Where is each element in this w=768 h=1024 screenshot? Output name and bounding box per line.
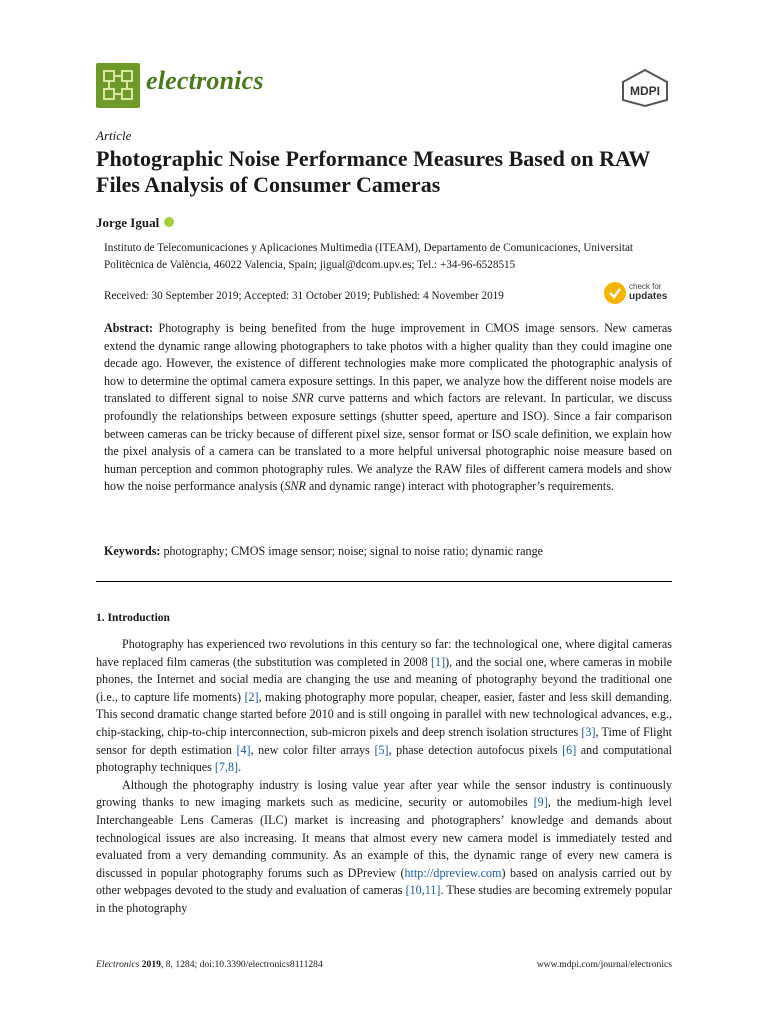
paper-title: Photographic Noise Performance Measures Based on RAW Files Analysis of Consumer Cameras [96, 146, 651, 197]
check-updates-line1: check for [629, 282, 662, 291]
citation-link[interactable]: [5] [374, 742, 389, 757]
journal-logo [96, 63, 140, 108]
footer-doi: , 8, 1284; doi:10.3390/electronics8111284 [160, 959, 323, 970]
citation-link[interactable]: [2] [244, 689, 259, 704]
citation-link[interactable]: [1] [431, 654, 446, 669]
divider [96, 581, 672, 582]
footer-url[interactable]: www.mdpi.com/journal/electronics [536, 959, 672, 970]
publisher-name: MDPI [630, 84, 660, 98]
citation-link[interactable]: [9] [533, 795, 548, 810]
footer-year: 2019 [141, 959, 161, 970]
check-updates-icon [604, 282, 626, 304]
check-updates-line2: updates [629, 291, 668, 302]
introduction-body [96, 636, 672, 918]
abstract-text: Photography is being benefited from the huge improvement in CMOS image sensors. New cameras extend the dynamic range allowing photographers to take photos with a higher quality than they could imagine one decade ago. However, the existence of different technologies make more complicated the photographic analysis of how to determine the optimal camera exposure settings. In this paper, we analyze how the different noise models are translated to different signal to noise [104, 321, 672, 406]
keywords-label: Keywords: [104, 544, 161, 558]
footer-citation [96, 959, 323, 970]
citation-link[interactable]: [6] [562, 742, 577, 757]
mdpi-logo [619, 68, 671, 108]
keywords-text: photography; CMOS image sensor; noise; signal to noise ratio; dynamic range [160, 544, 544, 558]
citation-link[interactable]: [7,8] [214, 760, 239, 775]
footer-journal: Electronics [96, 959, 140, 970]
abstract-text: and dynamic range) interact with photographer’s requirements. [305, 479, 614, 494]
section-heading: 1. Introduction [96, 612, 170, 624]
article-type: Article [96, 128, 132, 143]
paragraph: Although the photography industry is losing value year after year while the sensor industry is continuously growing thanks to new imaging markets such as medicine, security or automobiles [9], the medium-high level Interchangeable Lens Cameras (ILC) market is increasing and photographers’ knowledge and demands about technological issues are also increasing. It means that almost every new camera model is immediately tested and evaluated from a very demanding community. As an example of this, the dynamic range of every new camera is discussed in popular photography forums such as DPreview (http://dpreview.com) based on analysis carried out by other webpages devoted to the study and evaluation of cameras [10,11]. These studies are becoming extremely popular in the photography [96, 777, 673, 915]
journal-name: electronics [146, 66, 264, 95]
snr-symbol: SNR [292, 391, 314, 406]
abstract-label: Abstract: [104, 321, 154, 335]
abstract [104, 320, 672, 496]
author-name: Jorge Igual [96, 215, 160, 230]
affiliation: Instituto de Telecomunicaciones y Aplicaciones Multimedia (ITEAM), Departamento de Comunicaciones, Universitat Politècnica de València, 46022 Valencia, Spain; jigual@dcom.upv.es; Tel.: +34-96-6528515 [104, 242, 634, 271]
citation-link[interactable]: [10,11] [405, 883, 441, 898]
keywords [104, 544, 672, 559]
abstract-text: curve patterns and which factors are relevant. In particular, we discuss profoundly the relationships between exposure settings (shutter speed, aperture and ISO). Since a fair comparison between cameras can be tricky because of different pixel size, sensor format or ISO scale definition, we explain how the pixel analysis of a camera can be translated to a more helpful universal photographic noise measure based on human perception and common photography rules. We analyze the RAW files of different camera models and show how the noise performance analysis ( [104, 391, 672, 494]
citation-link[interactable]: [3] [581, 724, 596, 739]
citation-link[interactable]: [4] [236, 742, 251, 757]
dpreview-link[interactable]: http://dpreview.com [404, 865, 502, 880]
author [96, 215, 174, 231]
orcid-icon[interactable] [164, 217, 174, 227]
paragraph: Photography has experienced two revolutions in this century so far: the technological one, where digital cameras have replaced film cameras (the substitution was completed in 2008 [1]), and the social one, where cameras in mobile phones, the Internet and social media are changing the use and meaning of photography beyond the traditional one (i.e., to capture life moments) [2], making photography more popular, cheaper, easier, faster and less skill demanding. This second dramatic change started before 2010 and is still ongoing in parallel with new technological advances, e.g., chip-stacking, chip-to-chip interconnection, sub-micron pixels and deep strench isolation structures [3], Time of Flight sensor for depth estimation [4], new color filter arrays [5], phase detection autofocus pixels [6] and computational photography techniques [7,8]. [96, 637, 673, 775]
check-for-updates-badge[interactable] [604, 281, 672, 305]
publication-dates: Received: 30 September 2019; Accepted: 31 October 2019; Published: 4 November 2019 [104, 290, 504, 302]
snr-symbol: SNR [284, 479, 306, 494]
